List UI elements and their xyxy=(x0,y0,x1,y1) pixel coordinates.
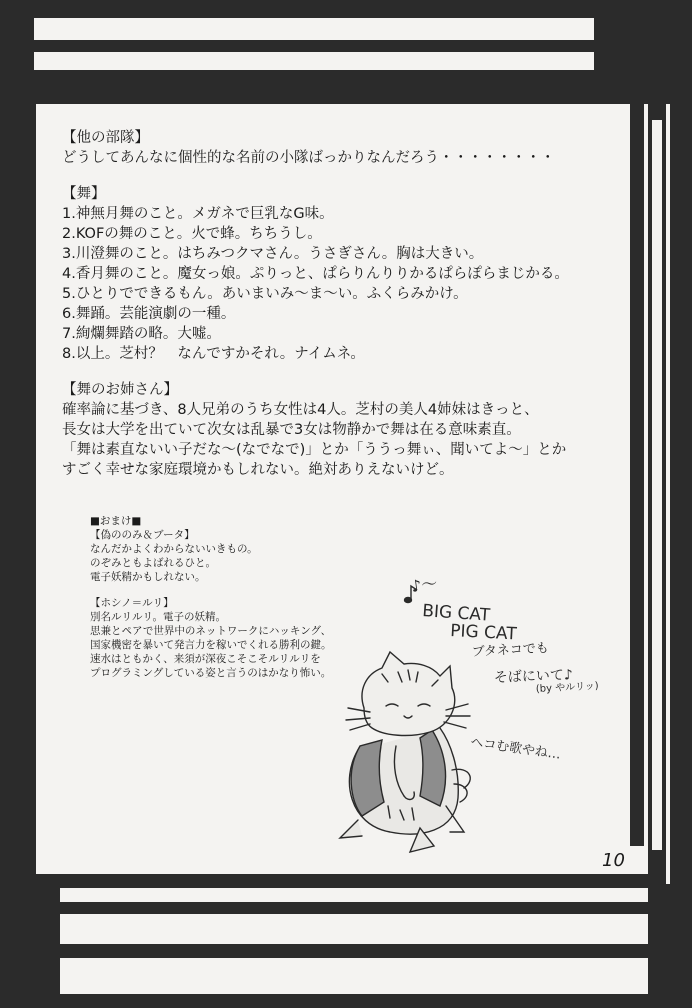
omake-line: のぞみともよばれるひと。 xyxy=(90,557,216,569)
cat-illustration xyxy=(300,570,630,870)
handwriting-note: ヘコむ歌やね… xyxy=(469,735,562,763)
section-mai xyxy=(62,184,602,364)
main-text xyxy=(62,128,602,480)
section-heading: 【舞のお姉さん】 xyxy=(62,382,178,398)
paragraph-line: 「舞は素直ないい子だな〜(なでなで)」とか「ううっ舞ぃ、聞いてよ〜」とか xyxy=(62,442,567,458)
list-item: 4.香月舞のこと。魔女っ娘。ぷりっと、ぱらりんりりかるぱらぽらまじかる。 xyxy=(62,266,569,282)
handwriting-line: PIG CAT xyxy=(449,621,518,645)
omake-line: 別名ルリルリ。電子の妖精。 xyxy=(90,611,226,623)
handwriting-line: ブタネコでも xyxy=(471,640,550,660)
omake-title: ■おまけ■ xyxy=(90,515,142,527)
list-item: 5.ひとりでできるもん。あいまいみ〜ま〜い。ふくらみかけ。 xyxy=(62,286,468,302)
section-mai-sisters xyxy=(62,380,602,480)
omake-heading: 【偽ののみ＆ブータ】 xyxy=(90,529,195,541)
list-item: 1.神無月舞のこと。メガネで巨乳なG味。 xyxy=(62,206,334,222)
paragraph-line: すごく幸せな家庭環境かもしれない。絶対ありえないけど。 xyxy=(62,462,454,478)
paragraph-line: 長女は大学を出ていて次女は乱暴で3女は物静かで舞は在る意味素直。 xyxy=(62,422,521,438)
handwriting-line: BIG CAT xyxy=(421,601,491,626)
omake-line: 思兼とペアで世界中のネットワークにハッキング、 xyxy=(90,625,332,637)
list-item: 2.KOFの舞のこと。火で蜂。ちちうし。 xyxy=(62,226,322,242)
section-line: どうしてあんなに個性的な名前の小隊ばっかりなんだろう・・・・・・・・ xyxy=(62,150,555,166)
omake-line: 電子妖精かもしれない。 xyxy=(90,571,206,583)
cat-figure xyxy=(340,652,470,852)
handwriting-line: (by やルリッ) xyxy=(535,680,599,695)
list-item: 6.舞踊。芸能演劇の一種。 xyxy=(62,306,236,322)
omake-line: 速水はともかく、来須が深夜こそこそルリルリを xyxy=(90,653,321,665)
paragraph-line: 確率論に基づき、8人兄弟のうち女性は4人。芝村の美人4姉妹はきっと、 xyxy=(62,402,539,418)
list-item: 7.絢爛舞踏の略。大嘘。 xyxy=(62,326,221,342)
section-heading: 【他の部隊】 xyxy=(62,130,149,146)
omake-line: 国家機密を暴いて発言力を稼いでくれる勝利の鍵。 xyxy=(90,639,332,651)
omake-line: なんだかよくわからないいきもの。 xyxy=(90,543,258,555)
section-heading: 【舞】 xyxy=(62,186,106,202)
list-item: 3.川澄舞のこと。はちみつクマさん。うさぎさん。胸は大きい。 xyxy=(62,246,484,262)
list-item: 8.以上。芝村？ なんですかそれ。ナイムネ。 xyxy=(62,346,365,362)
omake-heading: 【ホシノ＝ルリ】 xyxy=(90,597,174,609)
omake-line: プログラミングしている姿と言うのはかなり怖い。 xyxy=(90,667,332,679)
page-number: 10 xyxy=(602,850,625,871)
section-other-units xyxy=(62,128,602,168)
handwriting-line: そばにいて♪ xyxy=(493,667,574,686)
handwriting-line: ♪〜 xyxy=(409,573,439,596)
